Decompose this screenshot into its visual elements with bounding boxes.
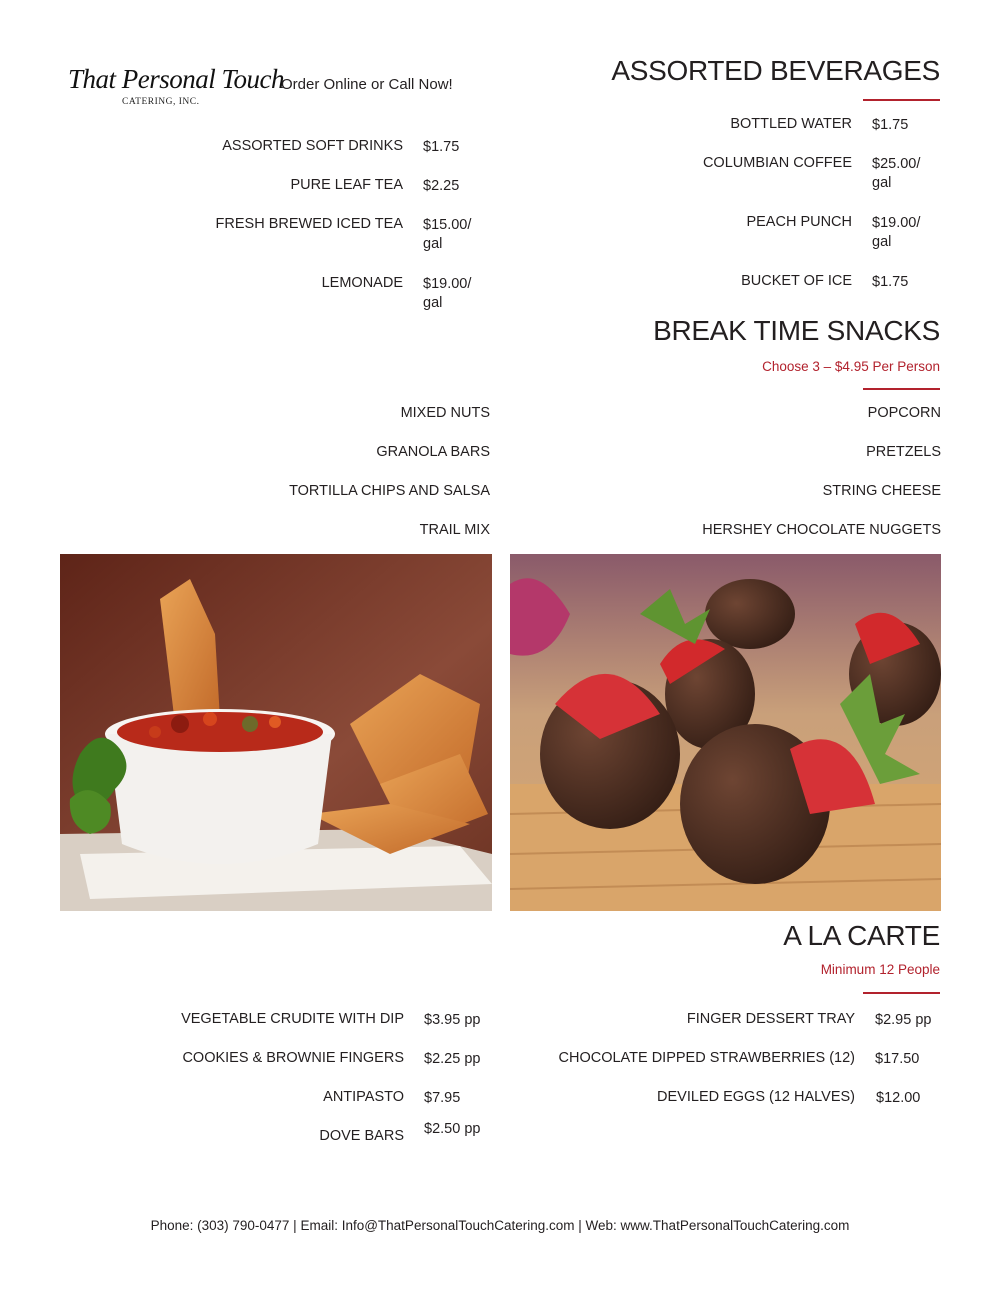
beverage-item-name: LEMONADE (321, 275, 403, 291)
beverage-item-name: COLUMBIAN COFFEE (702, 155, 852, 171)
beverage-item-price: $19.00/ gal (423, 276, 472, 311)
alacarte-item-price: $2.25 pp (424, 1051, 481, 1067)
snack-item: GRANOLA BARS (376, 444, 490, 460)
alacarte-title: A LA CARTE (783, 920, 940, 951)
snacks-divider (863, 388, 940, 390)
alacarte-subtitle: Minimum 12 People (820, 962, 940, 977)
snack-item: MIXED NUTS (400, 405, 490, 421)
contact-footer: Phone: (303) 790-0477 | Email: Info@ThatPersonalTouchCatering.com | Web: www.ThatPersonalTouchCatering.com (150, 1218, 850, 1233)
beverage-item-name: FRESH BREWED ICED TEA (215, 216, 403, 232)
logo-subtext: CATERING, INC. (122, 97, 200, 107)
alacarte-item-name: FINGER DESSERT TRAY (686, 1011, 855, 1027)
snacks-subtitle: Choose 3 – $4.95 Per Person (762, 359, 940, 374)
company-logo[interactable] (68, 64, 285, 107)
alacarte-item-price: $2.95 pp (875, 1012, 932, 1028)
snack-item: TORTILLA CHIPS AND SALSA (289, 483, 490, 499)
beverage-item-name: PURE LEAF TEA (290, 177, 403, 193)
snack-item: TRAIL MIX (419, 522, 490, 538)
alacarte-item-price: $12.00 (876, 1090, 921, 1106)
alacarte-item-name: DEVILED EGGS (12 HALVES) (657, 1089, 855, 1105)
alacarte-divider (863, 992, 940, 994)
beverage-item-price: $25.00/ gal (872, 156, 921, 191)
snacks-title: BREAK TIME SNACKS (653, 315, 940, 346)
beverage-item-name: BUCKET OF ICE (741, 273, 852, 289)
alacarte-item-price: $7.95 (424, 1090, 461, 1106)
snack-item: POPCORN (867, 405, 941, 421)
alacarte-item-price: $3.95 pp (424, 1012, 481, 1028)
alacarte-item-name: DOVE BARS (319, 1128, 404, 1144)
chocolate-strawberries-photo (510, 554, 941, 911)
alacarte-item-name: COOKIES & BROWNIE FINGERS (182, 1050, 404, 1066)
logo-text: That Personal Touch (68, 64, 285, 94)
alacarte-item-name: ANTIPASTO (323, 1089, 404, 1105)
beverage-item-price: $1.75 (872, 117, 909, 133)
beverages-title: ASSORTED BEVERAGES (611, 55, 940, 86)
order-online-text: Order Online or Call Now! (281, 76, 453, 93)
beverage-item-name: BOTTLED WATER (730, 116, 852, 132)
beverage-item-name: PEACH PUNCH (746, 214, 852, 230)
beverage-item-name: ASSORTED SOFT DRINKS (222, 138, 403, 154)
beverage-item-price: $15.00/ gal (423, 217, 472, 252)
beverage-item-price: $2.25 (423, 178, 460, 194)
beverages-divider (863, 99, 940, 101)
snack-item: STRING CHEESE (822, 483, 941, 499)
beverage-item-price: $1.75 (423, 139, 460, 155)
alacarte-item-name: CHOCOLATE DIPPED STRAWBERRIES (12) (558, 1050, 855, 1066)
alacarte-item-price: $2.50 pp (424, 1121, 481, 1137)
beverage-item-price: $1.75 (872, 274, 909, 290)
snack-item: PRETZELS (866, 444, 941, 460)
alacarte-item-name: VEGETABLE CRUDITE WITH DIP (181, 1011, 404, 1027)
beverage-item-price: $19.00/ gal (872, 215, 921, 250)
chips-and-salsa-photo (60, 554, 492, 911)
alacarte-item-price: $17.50 (875, 1051, 920, 1067)
snack-item: HERSHEY CHOCOLATE NUGGETS (702, 522, 941, 538)
